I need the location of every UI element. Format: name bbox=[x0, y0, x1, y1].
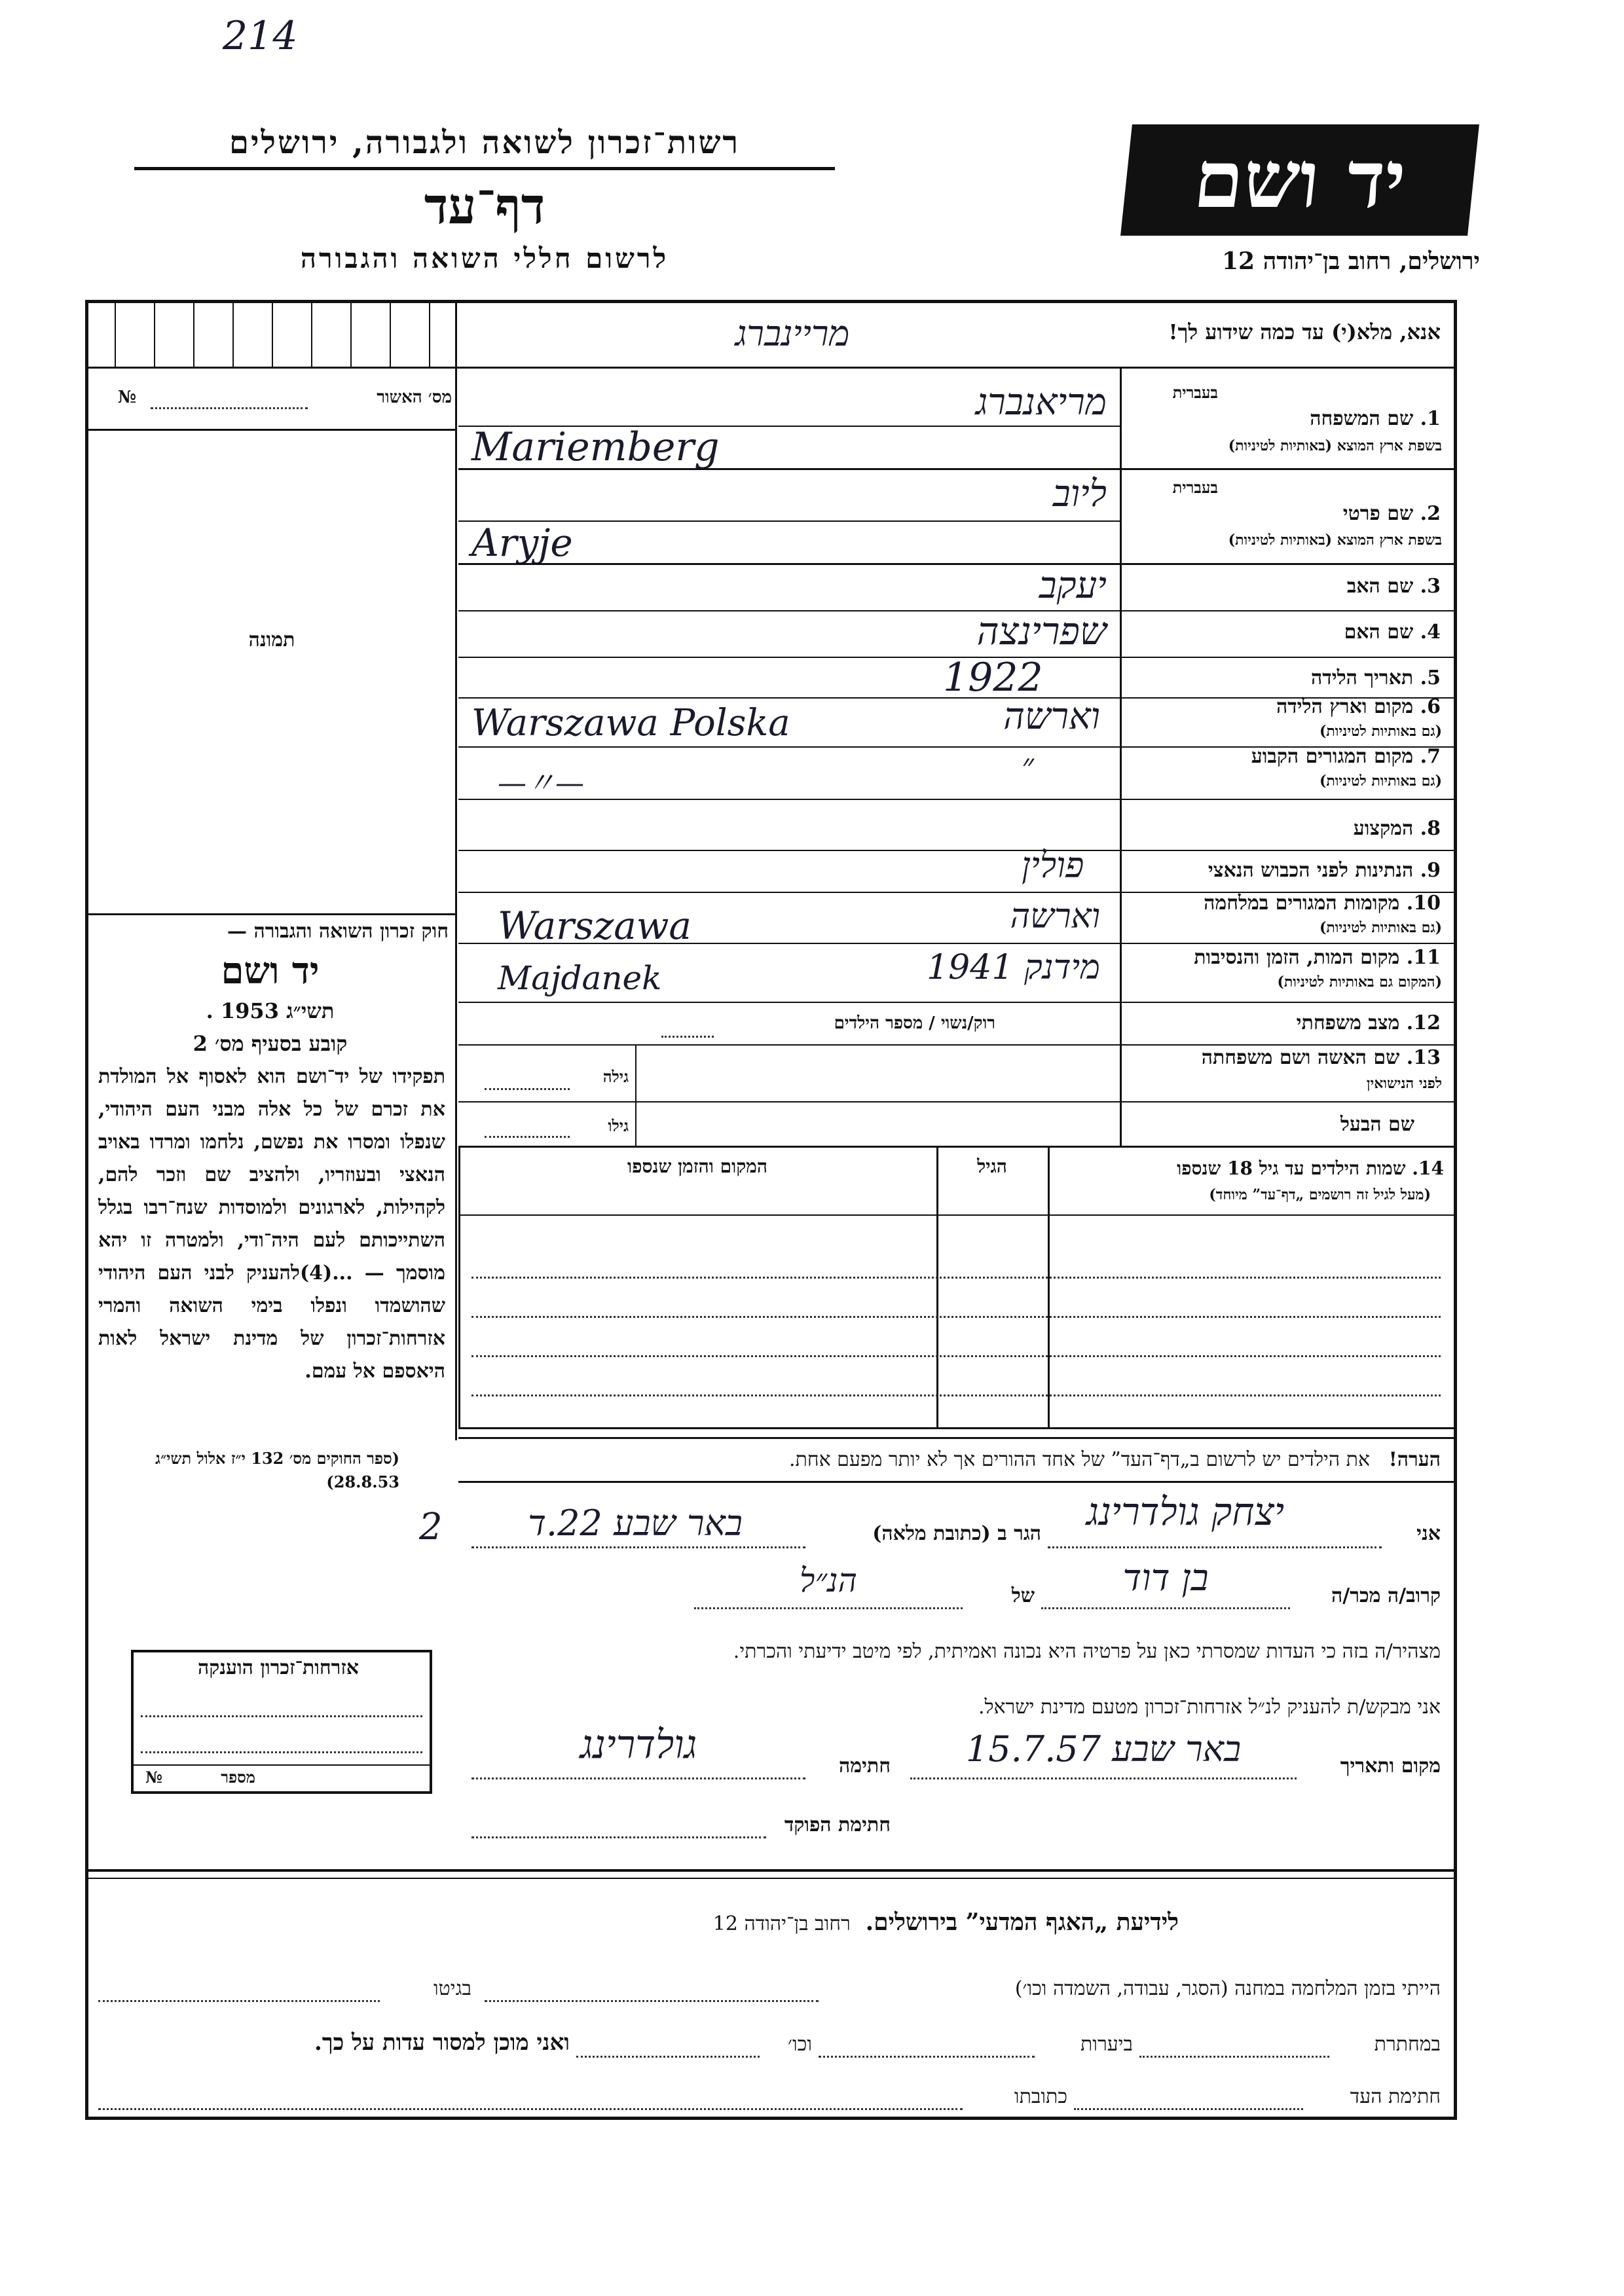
field2-latin-note: בשפת ארץ המוצא (באותיות לטיניות) bbox=[1228, 532, 1442, 549]
law-reference: (ספר החוקים מס׳ 132 י״ז אלול תשי״ג 28.8.53) bbox=[155, 1449, 399, 1491]
field4-label: 4. שם האם bbox=[1344, 621, 1441, 644]
law-title: חוק זכרון השואה והגבורה — bbox=[227, 920, 449, 943]
husband-label: שם הבעל bbox=[1340, 1113, 1414, 1136]
field6-value-hebrew: וארשה bbox=[1003, 695, 1100, 738]
citizenship-number-label: מספר bbox=[221, 1768, 255, 1787]
field8-label: 8. המקצוע bbox=[1353, 817, 1441, 840]
children-header-age: הגיל bbox=[977, 1156, 1007, 1177]
field2-hebrew-tag: בעברית bbox=[1172, 478, 1218, 497]
field1-value-latin: Mariemberg bbox=[471, 424, 720, 470]
yad-vashem-logo: יד ושם bbox=[1120, 124, 1479, 236]
field11-value-hebrew: מידנק 1941 bbox=[927, 948, 1100, 987]
authority-name: רשות־זכרון לשואה ולגבורה, ירושלים bbox=[229, 124, 741, 161]
i-label: אני bbox=[1416, 1522, 1441, 1545]
children-header-place: המקום והזמן שנספו bbox=[627, 1156, 767, 1177]
handwritten-surname-top: מריינברג bbox=[735, 313, 850, 354]
of-value: הנ״ל bbox=[800, 1561, 857, 1599]
bottom-line1-ghetto: בגיטו bbox=[433, 1977, 471, 2000]
field7-latin-note: (גם באותיות לטיניות) bbox=[1319, 773, 1442, 790]
field1-value-hebrew: מריאנברג bbox=[975, 381, 1107, 424]
field10-value-hebrew: וארשה bbox=[1010, 897, 1100, 936]
field3-value: יעקב bbox=[1039, 564, 1107, 607]
relative-label: קרוב/ה מכר/ה bbox=[1331, 1584, 1441, 1607]
field5-value: 1922 bbox=[943, 655, 1043, 701]
citizenship-title: אזרחות־זכרון הוענקה bbox=[197, 1656, 360, 1679]
relation-value: בן דוד bbox=[1122, 1557, 1209, 1599]
number-2: 2 bbox=[419, 1506, 443, 1548]
bottom-line2-underground: במחתרת bbox=[1374, 2033, 1441, 2056]
field10-label: 10. מקומות המגורים במלחמה bbox=[1204, 892, 1441, 915]
approval-symbol: № bbox=[118, 388, 137, 407]
note-text: הערה! את הילדים יש לרשום ב„דף־העד” של אחד ההורים אך לא יותר מפעם אחת. bbox=[789, 1448, 1441, 1471]
place-date-value: באר שבע 15.7.57 bbox=[965, 1728, 1242, 1770]
field1-label: 1. שם המשפחה bbox=[1310, 407, 1441, 430]
field9-label: 9. הנתינות לפני הכבוש הנאצי bbox=[1208, 859, 1441, 882]
field12-label: 12. מצב משפחתי bbox=[1296, 1011, 1441, 1034]
signature-value: גולדרינג bbox=[580, 1722, 697, 1768]
law-year: תשי״ג 1953 . bbox=[206, 998, 335, 1023]
header-address: ירושלים, רחוב בן־יהודה 12 bbox=[1221, 247, 1480, 275]
bottom-title: לידיעת „האגף המדעי” בירושלים. רחוב בן־יהודה 12 bbox=[712, 1908, 1179, 1936]
field4-value: שפרינצה bbox=[976, 609, 1107, 653]
wife-age-label: גילה bbox=[602, 1067, 629, 1086]
declarant-address: באר שבע 22.ד bbox=[528, 1503, 743, 1544]
official-signature-label: חתימת הפוקד bbox=[784, 1813, 891, 1836]
field1-hebrew-tag: בעברית bbox=[1172, 383, 1218, 402]
field11-value-latin: Majdanek bbox=[498, 959, 662, 997]
field9-value: פולין bbox=[1022, 845, 1084, 886]
lives-label: הגר ב (כתובת מלאה) bbox=[872, 1522, 1041, 1545]
field6-label: 6. מקום וארץ הלידה bbox=[1276, 695, 1441, 718]
field13-label: 13. שם האשה ושם משפחתה bbox=[1201, 1046, 1441, 1069]
field6-latin-note: (גם באותיות לטיניות) bbox=[1319, 723, 1442, 740]
form-title: דף־עד bbox=[424, 177, 545, 235]
field11-label: 11. מקום המות, הזמן והנסיבות bbox=[1194, 946, 1441, 969]
approval-number-label: מס׳ האשור bbox=[377, 388, 452, 407]
photo-label: תמונה bbox=[248, 629, 295, 651]
field7-value-latin: —〃— bbox=[498, 767, 584, 800]
place-date-label: מקום ותאריך bbox=[1340, 1755, 1441, 1777]
law-text: תפקידו של יד־ושם הוא לאסוף אל המולדת את זכרם של כל אלה מבני העם היהודי, שנפלו ומסרו את נפשם, נלחמו ומרדו באויב הנאצי ובעוזריו, ולהציב שם וזכר להם, לקהילות, לארגונים ולמוסדות שנח־רבו בגלל השתייכותם לעם היה־ודי, ולמטרה זו יהא מוסמך — ...(4)להעניק לבני העם היהודי שהושמדו ונפלו בימי השואה והמרי אזרחות־זכרון של מדינת ישראל לאות היאספם אל עמם. bbox=[98, 1065, 445, 1383]
children-header-name: 14. שמות הילדים עד גיל 18 שנספו bbox=[1177, 1157, 1444, 1179]
signature-label: חתימה bbox=[839, 1755, 891, 1777]
family-status-options: רוק/נשוי / מספר הילדים bbox=[834, 1013, 995, 1033]
id-boxes bbox=[88, 303, 455, 367]
field10-latin-note: (גם באותיות לטיניות) bbox=[1319, 919, 1442, 936]
form-subtitle: לרשום חללי השואה והגבורה bbox=[300, 242, 669, 274]
witness-signature-label: חתימת העד bbox=[1350, 2085, 1441, 2108]
declaration-statement-1: מצהיר/ה בזה כי העדות שמסרתי כאן על פרטיה היא נכונה ואמיתית, לפי מיטב ידיעתי והכרתי. bbox=[733, 1640, 1441, 1663]
declaration-statement-2: אני מבקש/ת להעניק לנ״ל אזרחות־זכרון מטעם מדינת ישראל. bbox=[978, 1696, 1441, 1719]
instruction-text: אנא, מלא(י) עד כמה שידוע לך! bbox=[1168, 319, 1441, 344]
field5-label: 5. תאריך הלידה bbox=[1311, 666, 1441, 689]
bottom-line2-etc: וכו׳ bbox=[788, 2033, 812, 2056]
bottom-line1-camp: הייתי בזמן המלחמה במחנה (הסגר, עבודה, השמדה וכו׳) bbox=[1014, 1977, 1441, 2000]
law-section: קובע בסעיף מס׳ 2 bbox=[193, 1031, 348, 1056]
field6-value-latin: Warszawa Polska bbox=[471, 702, 790, 744]
page-number: 214 bbox=[223, 13, 298, 59]
husband-age-label: גילו bbox=[608, 1116, 629, 1135]
bottom-line2-testimony: ואני מוכן למסור עדות על כך. bbox=[314, 2030, 570, 2056]
field2-label: 2. שם פרטי bbox=[1342, 502, 1441, 525]
field7-label: 7. מקום המגורים הקבוע bbox=[1251, 745, 1441, 768]
field2-value-latin: Aryje bbox=[471, 520, 573, 565]
field10-value-latin: Warszawa bbox=[498, 903, 692, 948]
field11-latin-note: (המקום גם באותיות לטיניות) bbox=[1277, 974, 1442, 991]
law-name: יד ושם bbox=[221, 949, 320, 993]
header-underline bbox=[134, 167, 835, 170]
witness-address-label: כתובתו bbox=[1014, 2085, 1067, 2108]
children-header-note: (מעל לגיל זה רושמים „דף־עד” מיוחד) bbox=[1209, 1186, 1431, 1203]
declarant-name: יצחק גולדרינג bbox=[1086, 1489, 1285, 1534]
field2-value-hebrew: ליוב bbox=[1052, 473, 1107, 515]
field7-value-hebrew: ״ bbox=[1022, 746, 1034, 784]
field1-latin-note: בשפת ארץ המוצא (באותיות לטיניות) bbox=[1228, 437, 1442, 454]
of-label: של bbox=[1011, 1584, 1035, 1607]
field3-label: 3. שם האב bbox=[1346, 575, 1441, 598]
bottom-line2-forests: ביערות bbox=[1080, 2033, 1133, 2056]
citizenship-number-symbol: № bbox=[145, 1768, 163, 1787]
field13-note: לפני הנישואין bbox=[1366, 1075, 1442, 1092]
